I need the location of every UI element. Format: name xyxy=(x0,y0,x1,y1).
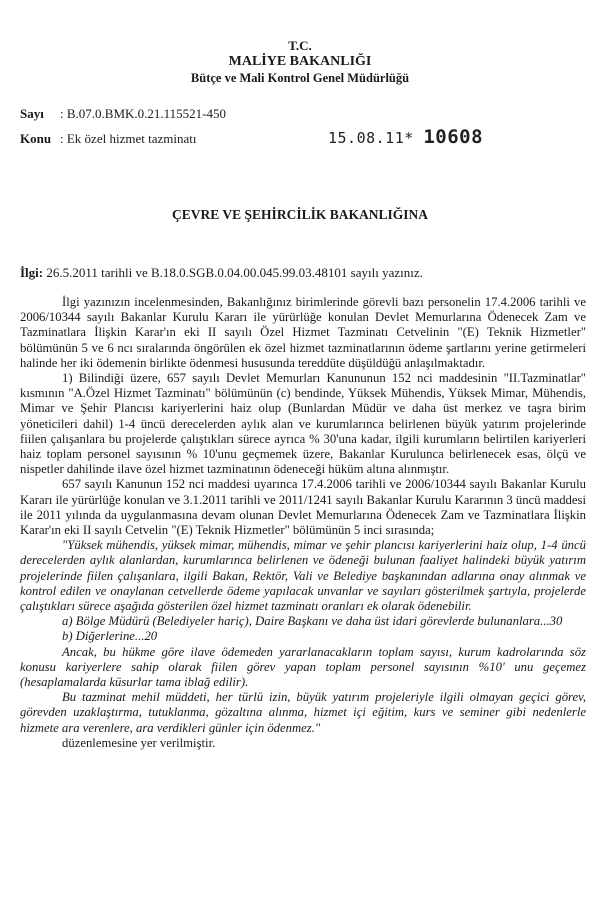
konu-value: : Ek özel hizmet tazminatı xyxy=(60,131,197,146)
reference-number xyxy=(20,106,226,122)
stamp-number: 10608 xyxy=(423,126,484,148)
sayi-value: : B.07.0.BMK.0.21.115521-450 xyxy=(60,106,226,121)
paragraph-1: İlgi yazınızın incelenmesinden, Bakanlığınız birimlerinde görevli bazı personelin 17.4.2006 tarihli ve 2006/10344 sayılı Bakanlar Kurulu Kararı ile yürürlüğe konulan Devlet Memurlarına Ödenecek Zam ve Tazminatlara İlişkin Karar'ın eki II sayılı Özel Hizmet Tazminatı Cetvelinin "(E) Teknik Hizmetler" bölümünün 5 ve 6 ncı sıralarında öngörülen ek özel hizmet tazminatlarının ödeme şartlarını yerine getirmeleri halinde her iki ödemenin birlikte ödenmesi hususunda tereddüte düşüldüğü anlaşılmaktadır. xyxy=(20,295,586,370)
registry-stamp xyxy=(328,126,483,148)
closing-line: düzenlemesine yer verilmiştir. xyxy=(62,735,216,750)
sayi-label: Sayı xyxy=(20,106,44,121)
recipient-title: ÇEVRE VE ŞEHİRCİLİK BAKANLIĞINA xyxy=(172,207,428,222)
ilgi-label: İlgi: xyxy=(20,265,44,280)
subject xyxy=(20,131,196,147)
ilgi-line xyxy=(20,265,423,281)
ilgi-text: 26.5.2011 tarihli ve B.18.0.SGB.0.04.00.045.99.03.48101 sayılı yazınız. xyxy=(46,265,423,280)
header-tc: T.C. xyxy=(288,38,312,53)
header-ministry: MALİYE BAKANLIĞI xyxy=(228,54,372,69)
konu-label: Konu xyxy=(20,131,52,146)
quote-item-a: a) Bölge Müdürü (Belediyeler hariç), Daire Başkanı ve daha üst idari görevlerde bulunanlara...30 xyxy=(62,614,563,629)
paragraph-2: 1) Bilindiği üzere, 657 sayılı Devlet Memurları Kanununun 152 nci maddesinin "II.Tazminatlar" kısmının "A.Özel Hizmet Tazminatı" bölümünün (c) bendinde, Yüksek Mühendis, Yüksek Mimar, Mühendis, Mimar ve Şehir Plancısı kariyerlerini haiz olup (Bunlardan Müdür ve daha üst merkez ve taşra birim yöneticileri dahil) 1-4 üncü derecelerden aylık alan ve kurumlarınca belirlenen büyük yatırım projelerinde fiilen çalışanlara bu projelerde çalıştıkları sürece ayrıca % 30'una kadar, ilgili kurumların belirtilen kariyerleri haiz toplam personel sayısının % 10'unu geçmemek üzere, Bakanlar Kurulunca belirlenecek esas, ölçü ve nispetler dahilinde ilave özel hizmet tazminatının ödeneceği hüküm altına alınmıştır. xyxy=(20,371,586,477)
quote-paragraph-3: Bu tazminat mehil müddeti, her türlü izin, büyük yatırım projeleriyle ilgili olmayan geçici görev, görevden uzaklaştırma, tutuklanma, gözaltına alınma, hizmet içi eğitim, kurs ve seminer gibi nedenlerle hizmete ara verenlere, ara verdikleri günler için ödenmez." xyxy=(20,690,586,735)
quote-paragraph-2: Ancak, bu hükme göre ilave ödemeden yararlanacakların toplam sayısı, kurum kadrolarında söz konusu kariyerlere sahip olarak fiilen görev yapan toplam personel sayısının %10' unu geçemez (hesaplamalarda küsurlar tama iblağ edilir). xyxy=(20,644,586,690)
quote-item-b: b) Diğerlerine...20 xyxy=(62,629,158,644)
quote-paragraph-1: "Yüksek mühendis, yüksek mimar, mühendis, mimar ve şehir plancısı kariyerlerini haiz olup, 1-4 üncü derecelerden aylık alanlardan, kurumlarınca belirlenen ve ödeneği bulunan faaliyet halindeki büyük yatırım projelerinde fiilen çalışanlara, ilgili Bakan, Rektör, Vali ve Belediye başkanından adlarına onay alınmak ve kontrol edilen ve onaylanan cetvellerde ödeme yapılacak unvanlar ve sayıları gösterilmek şartıyla, projelerde çalıştıkları sürece aşağıda gösterilen özel hizmet tazminatı oranları ek olarak ödenebilir. xyxy=(20,538,586,614)
paragraph-3: 657 sayılı Kanunun 152 nci maddesi uyarınca 17.4.2006 tarihli ve 2006/10344 sayılı Bakanlar Kurulu Kararı ile yürürlüğe konulan ve 3.1.2011 tarihli ve 2011/1241 sayılı Bakanlar Kurulu Kararının 3 üncü maddesi ile 2011 yılında da uygulanmasına devam olunan Devlet Memurlarına Ödenecek Zam ve Tazminatlara İlişkin Karar'ın eki II sayılı Cetvelin "(E) Teknik Hizmetler" bölümünün 5 inci sırasında; xyxy=(20,477,586,538)
letter-body xyxy=(20,295,586,751)
quoted-regulation xyxy=(20,538,586,736)
header-department: Bütçe ve Mali Kontrol Genel Müdürlüğü xyxy=(190,71,410,85)
stamp-date: 15.08.11* xyxy=(328,129,414,147)
